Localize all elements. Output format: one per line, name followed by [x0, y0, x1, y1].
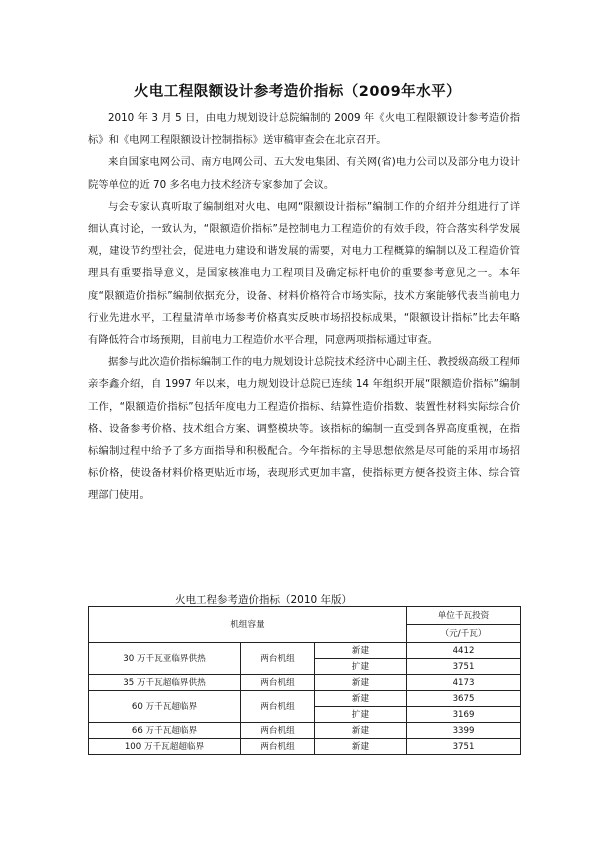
table-row: [89, 643, 521, 659]
unit-count-cell: 两台机组: [241, 643, 315, 675]
page-title: 火电工程限额设计参考造价指标（2009年水平）: [133, 84, 462, 100]
unit-type-cell: 30 万千瓦亚临界供热: [89, 643, 241, 675]
unit-count-cell: 两台机组: [241, 691, 315, 723]
investment-cell: 3751: [407, 659, 521, 675]
table-row: [89, 723, 521, 739]
header-investment: 单位千瓦投资: [407, 607, 521, 625]
table-header-row: [89, 607, 521, 625]
build-type-cell: 扩建: [315, 659, 407, 675]
build-type-cell: 新建: [315, 691, 407, 707]
table-caption: 火电工程参考造价指标（2010 年版）: [175, 594, 353, 606]
unit-count-cell: 两台机组: [241, 675, 315, 691]
paragraph: 2010 年 3 月 5 日，由电力规划设计总院编制的 2009 年《火电工程限额设计参考造价指标》和《电网工程限额设计控制指标》送审稿审查会在北京召开。: [88, 112, 520, 147]
unit-type-cell: 60 万千瓦超临界: [89, 691, 241, 723]
unit-count-cell: 两台机组: [241, 739, 315, 755]
table-row: [89, 739, 521, 755]
build-type-cell: 新建: [315, 739, 407, 755]
header-investment-unit: （元/千瓦）: [407, 625, 521, 643]
unit-type-cell: 66 万千瓦超临界: [89, 723, 241, 739]
unit-count-cell: 两台机组: [241, 723, 315, 739]
build-type-cell: 新建: [315, 643, 407, 659]
investment-cell: 3399: [407, 723, 521, 739]
table-row: [89, 691, 521, 707]
build-type-cell: 新建: [315, 723, 407, 739]
investment-cell: 3169: [407, 707, 521, 723]
investment-cell: 4173: [407, 675, 521, 691]
investment-cell: 3675: [407, 691, 521, 707]
unit-type-cell: 35 万千瓦超临界供热: [89, 675, 241, 691]
investment-cell: 3751: [407, 739, 521, 755]
price-index-table: [88, 606, 521, 755]
build-type-cell: 新建: [315, 675, 407, 691]
paragraph: 据参与此次造价指标编制工作的电力规划设计总院技术经济中心副主任、教授级高级工程师亲李鑫介绍，自 1997 年以来，电力规划设计总院已连续 14 年组织开展“限额造价指标”编制工作，“限额造价指标”包括年度电力工程造价指标、结算性造价指数、装置性材料实际综合价格、设备参考价格、技术组合方案、调整模块等。该指标的编制一直受到各界高度重视，在指标编制过程中给予了多方面指导和积极配合。今年指标的主导思想依然是尽可能的采用市场招标价格，使设备材料价格更贴近市场，表现形式更加丰富，使指标更方便各投资主体、综合管理部门使用。: [88, 356, 520, 502]
build-type-cell: 扩建: [315, 707, 407, 723]
paragraph: 来自国家电网公司、南方电网公司、五大发电集团、有关网(省)电力公司以及部分电力设计院等单位的近 70 多名电力技术经济专家参加了会议。: [88, 156, 520, 191]
paragraph: 与会专家认真听取了编制组对火电、电网“限额设计指标”编制工作的介绍并分组进行了详细认真讨论，一致认为，“限额造价指标”是控制电力工程造价的有效手段，符合落实科学发展观，建设节约型社会，促进电力建设和谐发展的需要，对电力工程概算的编制以及工程造价管理具有重要指导意义，是国家核准电力工程项目及确定标杆电价的重要参考意见之一。本年度“限额造价指标”编制依据充分，设备、材料价格符合市场实际，技术方案能够代表当前电力行业先进水平，工程量清单市场参考价格真实反映市场招投标成果，“限额设计指标”比去年略有降低符合市场预期，目前电力工程造价水平合理，同意两项指标通过审查。: [88, 200, 520, 347]
investment-cell: 4412: [407, 643, 521, 659]
article-body: [88, 107, 520, 507]
table-row: [89, 675, 521, 691]
header-capacity: 机组容量: [89, 607, 407, 643]
unit-type-cell: 100 万千瓦超超临界: [89, 739, 241, 755]
